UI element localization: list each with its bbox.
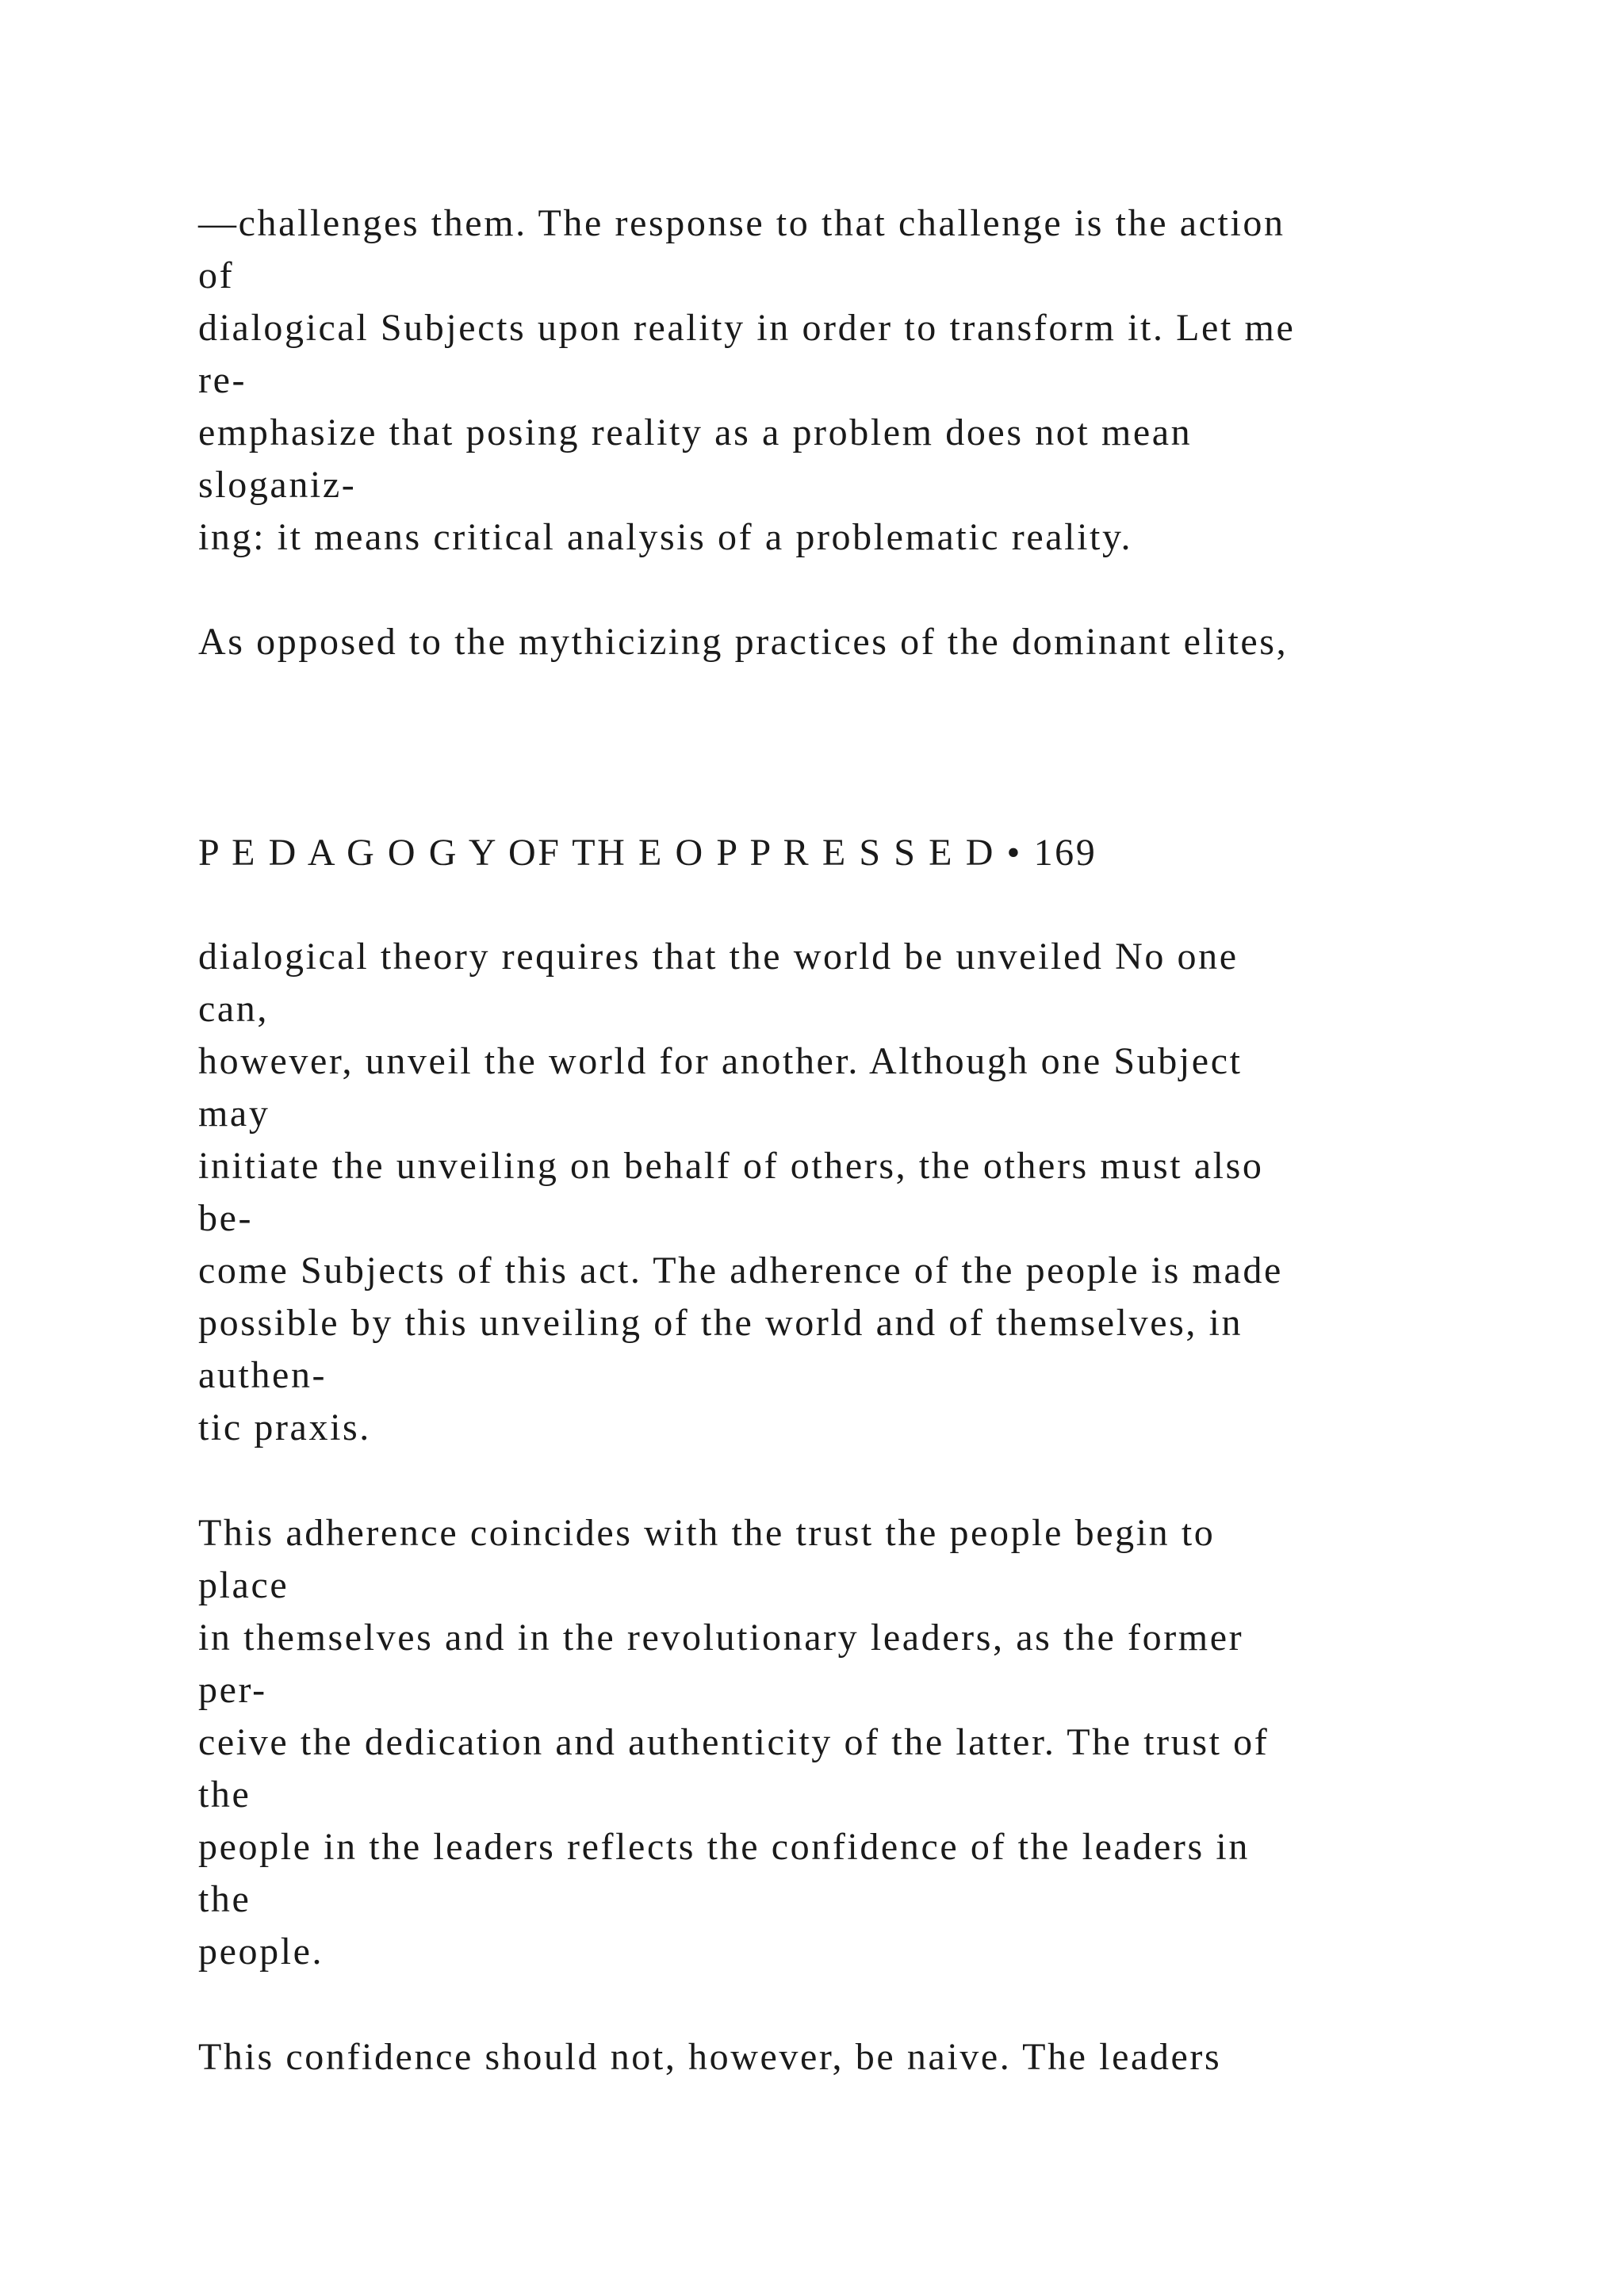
text-line: re- [198, 359, 247, 401]
text-line: initiate the unveiling on behalf of others, the others must also [198, 1145, 1264, 1187]
text-line: sloganiz- [198, 464, 357, 506]
text-line: This adherence coincides with the trust the people begin to [198, 1512, 1216, 1554]
text-line: authen- [198, 1354, 327, 1396]
paragraph-2 [198, 616, 1507, 668]
paragraph-1 [198, 197, 1507, 564]
text-line: the [198, 1878, 251, 1920]
text-line: possible by this unveiling of the world and of themselves, in [198, 1302, 1243, 1344]
text-line: people. [198, 1931, 324, 1973]
running-head [198, 827, 1507, 879]
text-line: people in the leaders reflects the confidence of the leaders in [198, 1826, 1250, 1868]
text-line: in themselves and in the revolutionary leaders, as the former [198, 1617, 1244, 1659]
text-line: dialogical Subjects upon reality in order to transform it. Let me [198, 307, 1296, 349]
text-line: the [198, 1774, 251, 1816]
text-line: however, unveil the world for another. Although one Subject [198, 1040, 1243, 1082]
text-line: dialogical theory requires that the world be unveiled No one [198, 936, 1239, 978]
running-head-text: P E D A G O G Y OF TH E O P P R E S S E D • 169 [198, 832, 1097, 874]
text-line: can, [198, 988, 270, 1030]
text-line: emphasize that posing reality as a problem does not mean [198, 411, 1193, 453]
text-line: place [198, 1564, 289, 1606]
paragraph-4 [198, 1507, 1507, 1978]
text-line: be- [198, 1197, 254, 1239]
text-line: This confidence should not, however, be naive. The leaders [198, 2036, 1222, 2078]
text-line: of [198, 254, 235, 297]
text-line: tic praxis. [198, 1406, 371, 1448]
text-line: ceive the dedication and authenticity of the latter. The trust of [198, 1721, 1270, 1763]
text-line: —challenges them. The response to that challenge is the action [198, 202, 1285, 244]
text-line: As opposed to the mythicizing practices of the dominant elites, [198, 621, 1289, 663]
text-line: may [198, 1093, 270, 1135]
text-line: per- [198, 1669, 267, 1711]
text-line: come Subjects of this act. The adherence of the people is made [198, 1249, 1283, 1292]
text-line: ing: it means critical analysis of a problematic reality. [198, 516, 1133, 558]
paragraph-5 [198, 2031, 1507, 2084]
paragraph-3 [198, 931, 1507, 1454]
